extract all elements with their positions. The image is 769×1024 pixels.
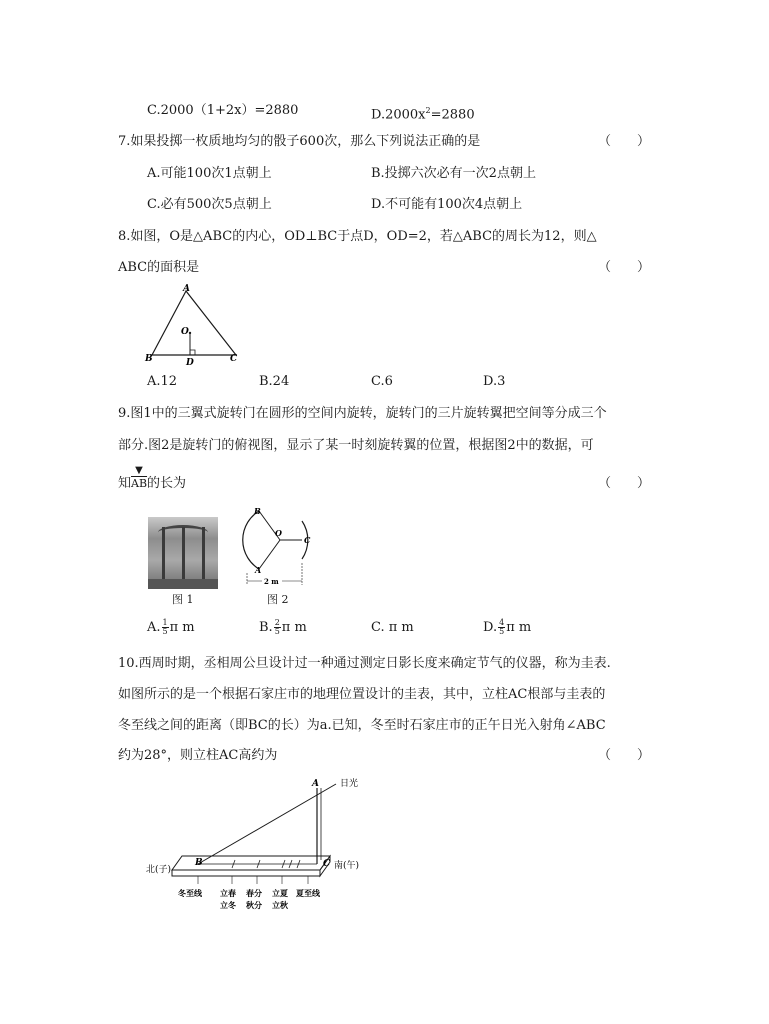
label-south: 南(午) — [334, 861, 360, 871]
label-liqiu: 立秋 — [272, 900, 288, 910]
q10-gnomon-figure — [140, 772, 380, 922]
q9-option-d-numerator: 4 — [499, 618, 505, 627]
q6-option-c: C.2000（1+2x）=2880 — [147, 103, 299, 118]
label-qiufen: 秋分 — [246, 900, 262, 910]
label-a: A — [255, 565, 262, 575]
door-arc-left — [243, 511, 259, 569]
q7-stem: 7.如果投掷一枚质地均匀的骰子600次，那么下列说法正确的是 — [118, 134, 481, 149]
label-c: C — [304, 535, 311, 545]
q9-option-c: C. π m — [371, 620, 414, 635]
q10-stem-line2: 如图所示的是一个根据石家庄市的地理位置设计的圭表，其中，立柱AC根部与圭表的 — [118, 687, 606, 702]
label-a: A — [312, 779, 319, 789]
q8-answer-paren: （ ） — [598, 260, 651, 275]
q6-option-d-sup: 2 — [425, 106, 431, 115]
q9-answer-paren: （ ） — [598, 476, 651, 491]
arc-ab-label: $\overline{AB}$ — [131, 477, 148, 490]
label-a: A — [183, 284, 190, 294]
q9-option-a — [147, 618, 195, 638]
q9-option-b-fraction — [274, 619, 281, 636]
q7-answer-paren: （ ） — [598, 134, 651, 149]
fig2-caption: 图 2 — [267, 593, 289, 606]
q8-triangle-figure — [140, 283, 250, 369]
q9-stem-post: 的长为 — [147, 476, 187, 491]
label-d: D — [186, 358, 194, 368]
q9-option-d-fraction — [498, 619, 505, 636]
q7-option-b: B.投掷六次必有一次2点朝上 — [371, 166, 536, 181]
q9-option-b-label: B. — [259, 620, 273, 635]
q9-option-a-numerator: 1 — [162, 618, 168, 627]
q9-option-b-numerator: 2 — [274, 618, 280, 627]
q8-option-a: A.12 — [147, 374, 178, 389]
label-winter: 冬至线 — [178, 888, 202, 898]
gnomon-base-front — [172, 870, 320, 876]
q9-option-d-unit: π m — [506, 620, 532, 635]
wing-oa — [259, 540, 280, 569]
label-o: O — [275, 528, 282, 538]
q9-stem-line2: 部分.图2是旋转门的俯视图，显示了某一时刻旋转翼的位置，根据图2中的数据，可 — [118, 438, 594, 453]
q8-stem-line1: 8.如图，O是△ABC的内心，OD⊥BC于点D，OD=2，若△ABC的周长为12，则△ — [118, 229, 597, 244]
right-angle-mark — [190, 350, 195, 355]
sunlight-ray — [198, 784, 336, 864]
label-c: C — [230, 354, 238, 364]
label-b: B — [254, 506, 261, 516]
label-o: O — [181, 327, 189, 337]
incenter-point — [189, 332, 191, 334]
label-b: B — [145, 354, 153, 364]
q9-option-d-denominator: 5 — [499, 627, 505, 636]
q10-stem-line4: 约为28°，则立柱AC高约为 — [118, 748, 278, 763]
label-c: C — [323, 859, 331, 869]
label-lidong: 立冬 — [220, 900, 236, 910]
q7-option-c: C.必有500次5点朝上 — [147, 197, 272, 212]
q7-option-d: D.不可能有100次4点朝上 — [371, 197, 523, 212]
q10-answer-paren: （ ） — [598, 748, 651, 763]
q9-option-a-label: A. — [147, 620, 161, 635]
fig1-caption: 图 1 — [172, 593, 194, 606]
q6-option-d — [371, 101, 475, 125]
door-floor — [148, 579, 218, 589]
triangle-abc — [152, 291, 236, 355]
dim-label: 2 m — [264, 577, 279, 586]
q9-option-a-denominator: 5 — [162, 627, 168, 636]
q8-option-d: D.3 — [483, 374, 506, 389]
q6-option-d-prefix: D.2000x — [371, 107, 426, 123]
door-pillar-left — [162, 527, 165, 585]
door-pillar-center — [182, 527, 185, 585]
q9-option-b — [259, 618, 307, 638]
q6-option-d-suffix: =2880 — [430, 107, 475, 123]
q9-option-b-denominator: 5 — [274, 627, 280, 636]
q9-stem-line1: 9.图1中的三翼式旋转门在圆形的空间内旋转，旋转门的三片旋转翼把空间等分成三个 — [118, 406, 607, 421]
label-sunlight: 日光 — [340, 779, 359, 789]
q9-stem-line3 — [118, 465, 187, 494]
label-chunfen: 春分 — [246, 888, 262, 898]
q7-option-a: A.可能100次1点朝上 — [147, 166, 272, 181]
label-xiazhi: 夏至线 — [296, 888, 320, 898]
q8-option-c: C.6 — [371, 374, 393, 389]
door-pillar-right — [202, 527, 205, 585]
q9-stem-pre: 知 — [118, 476, 132, 491]
label-lichun: 立春 — [220, 888, 236, 898]
q9-top-view-figure — [240, 503, 320, 595]
q10-stem-line1: 10.西周时期，丞相周公旦设计过一种通过测定日影长度来确定节气的仪器，称为圭表. — [118, 656, 611, 671]
revolving-door-photo — [148, 517, 218, 589]
q10-stem-line3: 冬至线之间的距离（即BC的长）为a.已知，冬至时石家庄市的正午日光入射角∠ABC — [118, 718, 606, 733]
q8-option-b: B.24 — [259, 374, 290, 389]
label-north: 北(子) — [146, 865, 172, 875]
q9-option-a-fraction — [162, 619, 169, 636]
q9-option-a-unit: π m — [169, 620, 195, 635]
arc-cap-icon: ▼ — [135, 465, 143, 476]
q9-option-d — [483, 618, 531, 638]
q9-option-b-unit: π m — [281, 620, 307, 635]
label-b: B — [195, 858, 203, 868]
label-lixia: 立夏 — [272, 888, 288, 898]
q8-stem-line2: ABC的面积是 — [118, 260, 200, 275]
arc-ab-symbol — [131, 465, 148, 494]
q9-option-d-label: D. — [483, 620, 498, 635]
